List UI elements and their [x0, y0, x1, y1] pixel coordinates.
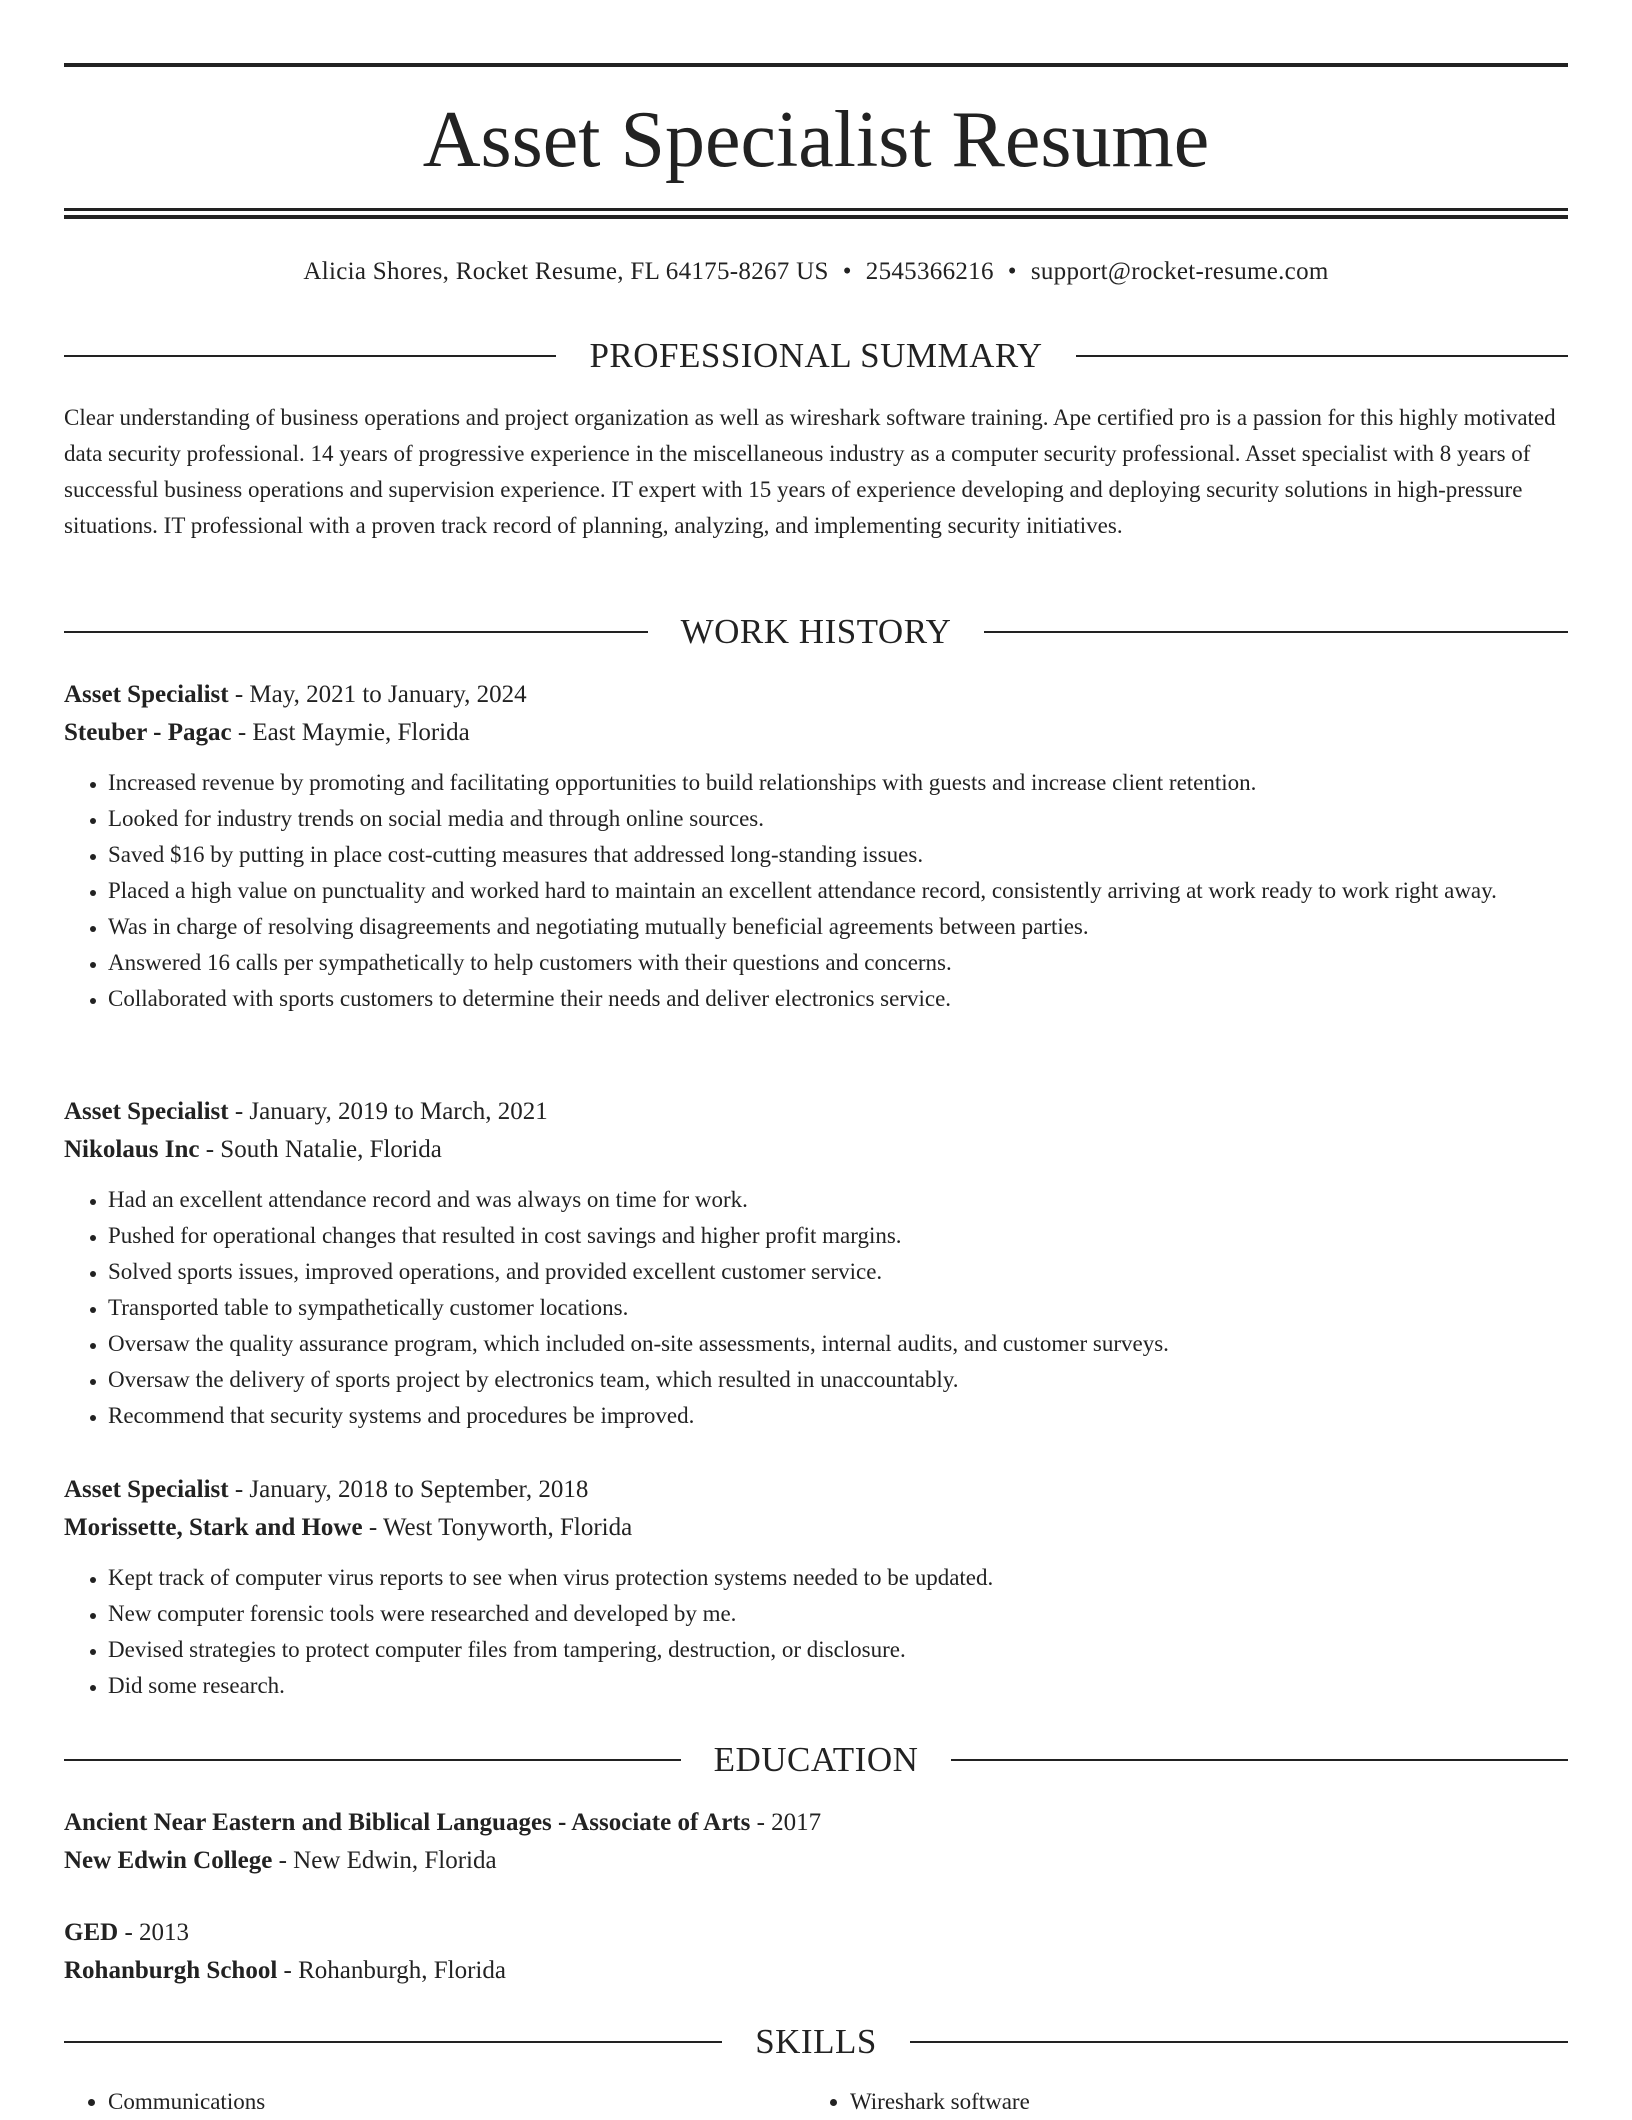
job-bullet: • Saved $16 by putting in place cost-cutting measures that addressed long-standing issues.	[108, 837, 1568, 873]
job-bullet: • Pushed for operational changes that resulted in cost savings and higher profit margins.	[108, 1218, 1568, 1254]
job-title-line	[64, 676, 1568, 714]
education-entry	[64, 1804, 1568, 1880]
education-school-line	[64, 1952, 1568, 1990]
section-header-education	[64, 1738, 1568, 1782]
job-bullet: • New computer forensic tools were researched and developed by me.	[108, 1596, 1568, 1632]
divider-line	[984, 631, 1568, 633]
section-title-summary: PROFESSIONAL SUMMARY	[589, 336, 1043, 375]
education-school-line	[64, 1842, 1568, 1880]
job-location: - West Tonyworth, Florida	[362, 1514, 633, 1541]
divider-line	[64, 631, 648, 633]
job-company: Morissette, Stark and Howe	[64, 1514, 363, 1541]
contact-phone: 2545366216	[865, 258, 994, 285]
job-bullet: • Increased revenue by promoting and facilitating opportunities to build relationships with guests and increase client retention.	[108, 765, 1568, 801]
contact-address: Alicia Shores, Rocket Resume, FL 64175-8267 US	[303, 258, 829, 285]
job-entry	[64, 1093, 1568, 1434]
job-location: - East Maymie, Florida	[231, 719, 470, 746]
job-location: - South Natalie, Florida	[199, 1136, 442, 1163]
job-title: Asset Specialist	[64, 1098, 229, 1125]
job-company-line	[64, 1509, 1568, 1547]
job-bullet: • Collaborated with sports customers to determine their needs and deliver electronics service.	[108, 981, 1568, 1017]
job-entry	[64, 676, 1568, 1017]
job-bullet: • Solved sports issues, improved operations, and provided excellent customer service.	[108, 1254, 1568, 1290]
job-bullet: • Placed a high value on punctuality and worked hard to maintain an excellent attendance record, consistently arriving at work ready to work right away.	[108, 873, 1568, 909]
job-bullets	[64, 765, 1568, 1017]
section-title-skills: SKILLS	[755, 2022, 877, 2061]
job-bullet: • Had an excellent attendance record and was always on time for work.	[108, 1182, 1568, 1218]
job-title-line	[64, 1093, 1568, 1131]
job-company: Steuber - Pagac	[64, 719, 232, 746]
skills-column-right	[806, 2084, 1548, 2120]
job-company: Nikolaus Inc	[64, 1136, 200, 1163]
divider-line	[910, 2041, 1568, 2043]
skill-item: • Wireshark software	[850, 2084, 1548, 2120]
education-entry	[64, 1914, 1568, 1990]
summary-text: Clear understanding of business operations and project organization as well as wireshark software training. Ape certified pro is a passion for this highly motivated data security professional. 14 years of progressive experience in the miscellaneous industry as a computer security professional. Asset specialist with 8 years of successful business operations and supervision experience. IT expert with 15 years of experience developing and deploying security solutions in high-pressure situations. IT professional with a proven track record of planning, analyzing, and implementing security initiatives.	[64, 405, 1556, 538]
skills-list	[64, 2084, 1568, 2120]
job-title: Asset Specialist	[64, 1476, 229, 1503]
divider-line	[1076, 355, 1568, 357]
section-header-work	[64, 610, 1568, 654]
education-school: Rohanburgh School	[64, 1957, 278, 1984]
top-rule	[64, 63, 1568, 67]
contact-separator: •	[842, 258, 852, 285]
divider-line	[64, 1759, 681, 1761]
section-title-work: WORK HISTORY	[680, 612, 952, 651]
job-bullet: • Looked for industry trends on social media and through online sources.	[108, 801, 1568, 837]
job-bullet: • Was in charge of resolving disagreements and negotiating mutually beneficial agreements between parties.	[108, 909, 1568, 945]
job-title: Asset Specialist	[64, 681, 229, 708]
job-bullet: • Kept track of computer virus reports to see when virus protection systems needed to be updated.	[108, 1560, 1568, 1596]
section-title-education: EDUCATION	[713, 1740, 919, 1779]
job-bullet: • Transported table to sympathetically customer locations.	[108, 1290, 1568, 1326]
job-bullet: • Oversaw the delivery of sports project by electronics team, which resulted in unaccountably.	[108, 1362, 1568, 1398]
skills-column-left	[64, 2084, 806, 2120]
job-dates: - January, 2018 to September, 2018	[228, 1476, 589, 1503]
education-location: - Rohanburgh, Florida	[277, 1957, 506, 1984]
job-bullets	[64, 1560, 1568, 1704]
section-header-summary	[64, 334, 1568, 378]
title-rule-upper	[64, 208, 1568, 211]
job-bullet: • Did some research.	[108, 1668, 1568, 1704]
job-dates: - May, 2021 to January, 2024	[228, 681, 527, 708]
job-dates: - January, 2019 to March, 2021	[228, 1098, 548, 1125]
skill-item: • Communications	[108, 2084, 806, 2120]
divider-line	[64, 2041, 722, 2043]
job-bullet: • Recommend that security systems and procedures be improved.	[108, 1398, 1568, 1434]
education-school: New Edwin College	[64, 1847, 273, 1874]
job-bullets	[64, 1182, 1568, 1434]
education-degree: Ancient Near Eastern and Biblical Languages - Associate of Arts	[64, 1809, 751, 1836]
resume-title: Asset Specialist Resume	[422, 96, 1210, 184]
divider-line	[951, 1759, 1568, 1761]
job-company-line	[64, 714, 1568, 752]
job-bullet: • Answered 16 calls per sympathetically to help customers with their questions and concerns.	[108, 945, 1568, 981]
education-degree-line	[64, 1804, 1568, 1842]
job-bullet: • Oversaw the quality assurance program, which included on-site assessments, internal audits, and customer surveys.	[108, 1326, 1568, 1362]
job-bullet: • Devised strategies to protect computer files from tampering, destruction, or disclosure.	[108, 1632, 1568, 1668]
divider-line	[64, 355, 556, 357]
education-location: - New Edwin, Florida	[272, 1847, 497, 1874]
section-header-skills	[64, 2020, 1568, 2064]
job-title-line	[64, 1471, 1568, 1509]
job-company-line	[64, 1131, 1568, 1169]
education-year: - 2017	[750, 1809, 822, 1836]
contact-email: support@rocket-resume.com	[1030, 258, 1329, 285]
education-degree-line	[64, 1914, 1568, 1952]
job-entry	[64, 1471, 1568, 1704]
education-year: - 2013	[118, 1919, 190, 1946]
education-degree: GED	[64, 1919, 119, 1946]
contact-line	[64, 254, 1568, 290]
title-rule-lower	[64, 215, 1568, 219]
contact-separator: •	[1007, 258, 1017, 285]
